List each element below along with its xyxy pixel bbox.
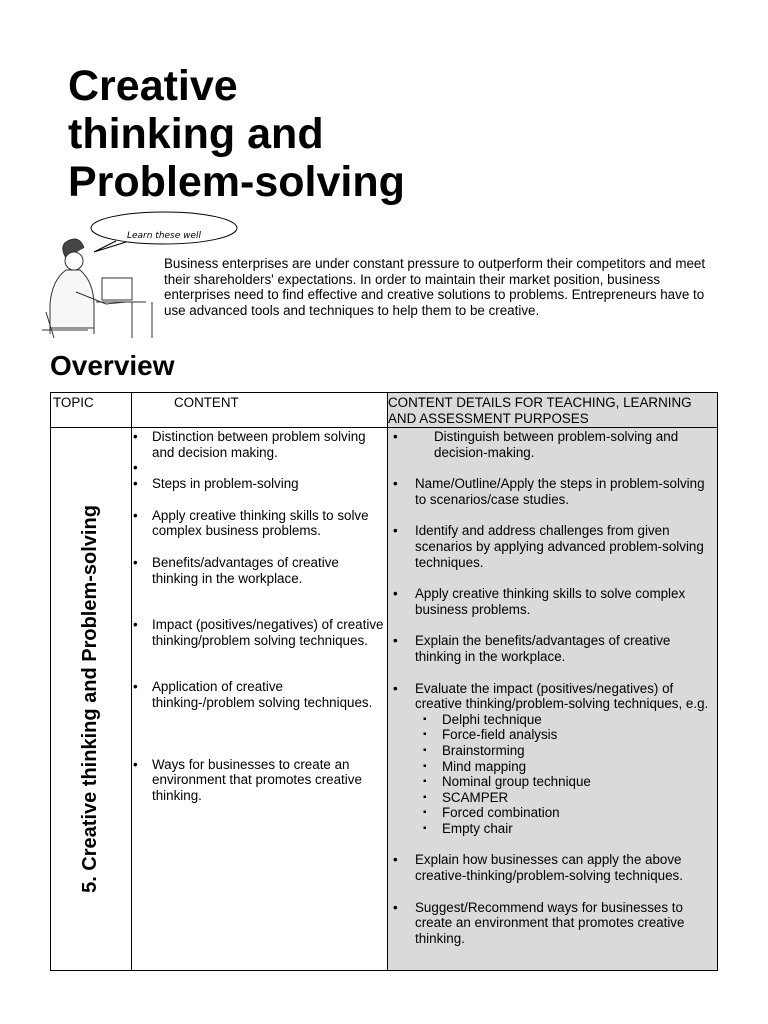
intro-paragraph: Business enterprises are under constant pressure to outperform their competitors and meet their shareholders' expectations. In order to maintain their market position, business enterprises need to find effective and creative solutions to problems. Entrepreneurs have to use advanced tools and techniques to help them to be creative. (164, 256, 706, 318)
list-item: ▪ Force-field analysis (415, 727, 717, 743)
list-item: ▪ Mind mapping (415, 759, 717, 775)
speech-bubble-text: Learn these well (126, 231, 202, 241)
title-line-3: Problem-solving (68, 158, 405, 206)
header-details: CONTENT DETAILS FOR TEACHING, LEARNING AND ASSESSMENT PURPOSES (388, 393, 718, 428)
overview-heading: Overview (50, 350, 175, 381)
list-item (388, 681, 717, 837)
list-item: • Apply creative thinking skills to solve complex business problems. (388, 586, 717, 617)
content-list (132, 429, 387, 803)
list-item: ▪ Delphi technique (415, 712, 717, 728)
topic-vertical-title: 5. Creative thinking and Problem-solving (79, 505, 102, 893)
list-item: ▪ Brainstorming (415, 743, 717, 759)
list-item: • Application of creative thinking-/problem solving techniques. (132, 679, 387, 710)
details-cell (388, 428, 718, 971)
table-header-row (51, 393, 718, 428)
list-item: • Identify and address challenges from given scenarios by applying advanced problem-solving techniques. (388, 523, 717, 570)
title-line-2: thinking and (68, 110, 324, 158)
topic-cell (51, 428, 132, 971)
header-content: CONTENT (132, 393, 388, 428)
list-item: • Name/Outline/Apply the steps in problem-solving to scenarios/case studies. (388, 476, 717, 507)
list-item: • Ways for businesses to create an environment that promotes creative thinking. (132, 757, 387, 804)
list-item: • Explain how businesses can apply the above creative-thinking/problem-solving techniques. (388, 852, 717, 883)
list-item: ▪ Nominal group technique (415, 774, 717, 790)
list-item: • Distinction between problem solving and decision making. (132, 429, 387, 460)
table-row (51, 428, 718, 971)
list-item: • Steps in problem-solving (132, 476, 387, 492)
page-title (68, 62, 405, 206)
list-item: • Suggest/Recommend ways for businesses to create an environment that promotes creative thinking. (388, 900, 717, 947)
list-item: ▪ SCAMPER (415, 790, 717, 806)
title-line-1: Creative (68, 62, 238, 110)
list-item (132, 460, 387, 476)
content-cell (132, 428, 388, 971)
list-item: • Apply creative thinking skills to solve complex business problems. (132, 508, 387, 539)
techniques-list (415, 712, 717, 837)
header-topic: TOPIC (51, 393, 132, 428)
overview-table (50, 392, 718, 971)
list-item: • Explain the benefits/advantages of creative thinking in the workplace. (388, 633, 717, 664)
list-item: ▪ Empty chair (415, 821, 717, 837)
evaluate-text: Evaluate the impact (positives/negatives) of creative thinking/problem-solving techniques, e.g. (415, 680, 709, 712)
details-list (388, 429, 717, 946)
list-item: • Impact (positives/negatives) of creative thinking/problem solving techniques. (132, 617, 387, 648)
list-item: ▪ Forced combination (415, 805, 717, 821)
list-item: • Benefits/advantages of creative thinking in the workplace. (132, 555, 387, 586)
list-item: • Distinguish between problem-solving and decision-making. (388, 429, 717, 460)
